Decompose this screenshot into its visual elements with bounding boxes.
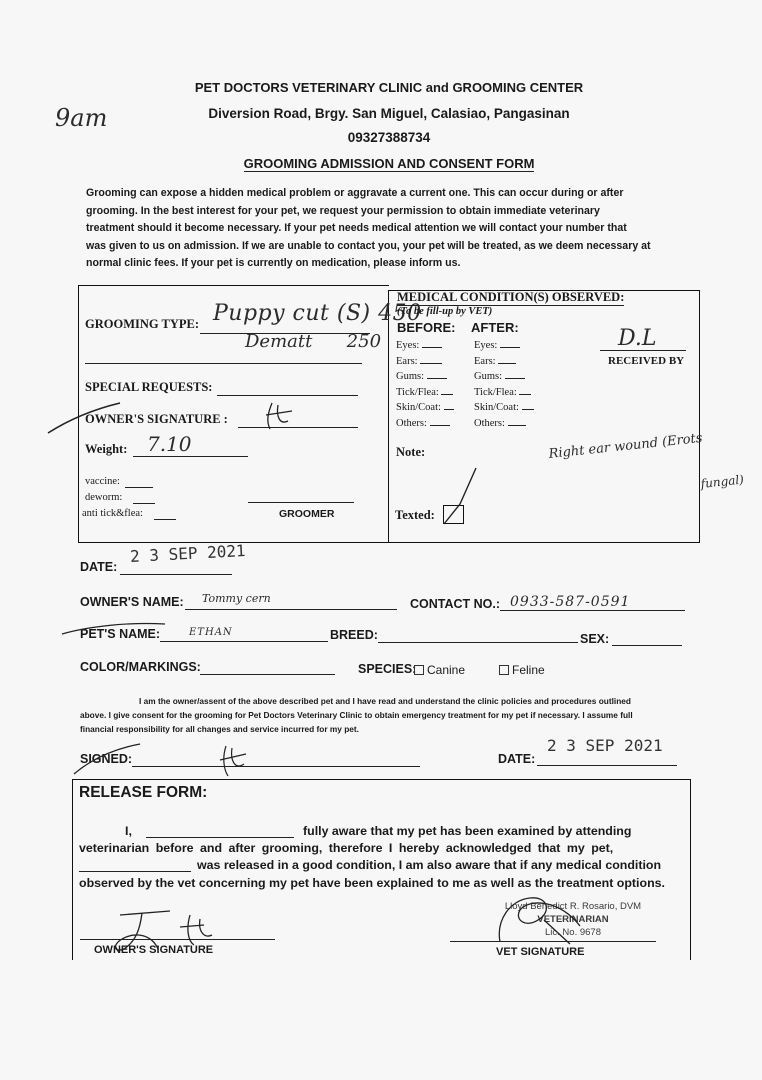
color-markings-label: COLOR/MARKINGS: xyxy=(80,660,201,674)
vet-signature-label: VET SIGNATURE xyxy=(496,946,585,958)
grooming-type-value-2: Dematt 250 xyxy=(245,331,382,352)
color-markings-line[interactable] xyxy=(200,674,335,675)
consent-date-line[interactable] xyxy=(537,765,677,766)
date-label: DATE: xyxy=(80,560,118,574)
special-requests-label: SPECIAL REQUESTS: xyxy=(85,380,213,394)
canine-label: Canine xyxy=(427,663,466,677)
received-by-line[interactable] xyxy=(600,350,686,351)
intro-line: Grooming can expose a hidden medical problem or aggravate a current one. This can occur during or after xyxy=(86,187,624,199)
release-owner-signature-label: OWNER'S SIGNATURE xyxy=(94,944,214,956)
date-stamp: 2 3 SEP 2021 xyxy=(129,540,247,567)
grooming-type-value-1: Puppy cut (S) 450 xyxy=(213,301,422,326)
deworm-line[interactable] xyxy=(133,503,155,504)
after-item-ears: Ears: xyxy=(474,354,534,370)
before-item-gums: Gums: xyxy=(396,369,454,385)
intro-paragraph xyxy=(86,185,696,273)
sex-line[interactable] xyxy=(612,645,682,646)
note-value-1: Right ear wound (Erots xyxy=(548,430,704,462)
intro-line: normal clinic fees. If your pet is currently on medication, please inform us. xyxy=(86,257,461,270)
after-items xyxy=(474,338,534,431)
after-label: AFTER: xyxy=(471,320,519,335)
intro-line: treatment should it become necessary. If your pet needs medical attention we will contact your number that xyxy=(86,222,627,235)
weight-line[interactable] xyxy=(133,456,248,457)
pet-name-label: PET'S NAME: xyxy=(80,627,161,641)
release-line-2: veterinarian before and after grooming, therefore I hereby acknowledged that my pet, xyxy=(79,841,614,855)
vet-signature-line[interactable] xyxy=(450,941,656,942)
grooming-type-line-2[interactable] xyxy=(85,363,362,364)
anti-tick-line[interactable] xyxy=(154,519,176,520)
intro-line: was given to us on admission. If we are unable to contact you, your pet will be treated, as we deem necessary at xyxy=(86,239,651,252)
weight-value: 7.10 xyxy=(147,432,192,456)
weight-label: Weight: xyxy=(85,442,128,456)
contact-label: CONTACT NO.: xyxy=(410,597,501,611)
after-item-tick: Tick/Flea: xyxy=(474,385,534,401)
release-name-line[interactable] xyxy=(146,837,294,838)
after-item-skin: Skin/Coat: xyxy=(474,400,534,416)
texted-check-mark xyxy=(440,464,480,528)
vaccine-line[interactable] xyxy=(125,487,153,488)
consent-date-label: DATE: xyxy=(498,752,536,766)
feline-checkbox[interactable] xyxy=(499,665,509,675)
note-label: Note: xyxy=(396,445,426,459)
owner-signature-label: OWNER'S SIGNATURE : xyxy=(85,412,228,426)
signed-mark xyxy=(68,740,268,780)
contact-line[interactable] xyxy=(500,610,685,611)
pet-name-value: ETHAN xyxy=(189,627,233,638)
date-line[interactable] xyxy=(120,574,232,575)
sex-label: SEX: xyxy=(580,632,610,646)
species-feline-option[interactable] xyxy=(499,663,545,677)
vet-stamp-lic: Lic. No. 9678 xyxy=(545,927,601,938)
before-item-others: Others: xyxy=(396,416,454,432)
pet-name-mark xyxy=(60,618,170,638)
consent-paragraph xyxy=(80,694,690,736)
release-title: RELEASE FORM: xyxy=(79,784,208,801)
before-item-eyes: Eyes: xyxy=(396,338,454,354)
received-by-label: RECEIVED BY xyxy=(608,355,685,367)
after-item-eyes: Eyes: xyxy=(474,338,534,354)
species-canine-option[interactable] xyxy=(414,663,465,677)
before-item-skin: Skin/Coat: xyxy=(396,400,454,416)
grooming-type-label: GROOMING TYPE: xyxy=(85,317,200,331)
contact-value: 0933-587-0591 xyxy=(510,594,631,610)
consent-date-stamp: 2 3 SEP 2021 xyxy=(547,736,663,755)
vaccine-label: vaccine: xyxy=(85,476,120,487)
clinic-name: PET DOCTORS VETERINARY CLINIC and GROOMING CENTER xyxy=(194,80,584,95)
vet-stamp-title: VETERINARIAN xyxy=(537,914,609,925)
form-title-text: GROOMING ADMISSION AND CONSENT FORM xyxy=(243,156,535,171)
pet-name-line[interactable] xyxy=(160,641,328,642)
after-item-others: Others: xyxy=(474,416,534,432)
release-line-4: observed by the vet concerning my pet have been explained to me as well as the treatment options. xyxy=(79,876,665,890)
release-pet-line[interactable] xyxy=(79,871,191,872)
release-owner-signature-line[interactable] xyxy=(80,939,275,940)
breed-line[interactable] xyxy=(378,642,578,643)
consent-line: financial responsibility for all changes and service incurred for my pet. xyxy=(80,724,359,734)
after-item-gums: Gums: xyxy=(474,369,534,385)
note-value-2: fungal) xyxy=(700,472,745,491)
owner-name-line[interactable] xyxy=(185,609,397,610)
owner-name-value: Tommy cern xyxy=(202,592,271,605)
medical-title xyxy=(397,290,624,306)
deworm-label: deworm: xyxy=(85,492,123,503)
anti-tick-label: anti tick&flea: xyxy=(82,508,143,519)
signed-label: SIGNED: xyxy=(80,752,133,766)
groomer-line[interactable] xyxy=(248,502,354,503)
before-label: BEFORE: xyxy=(397,320,456,335)
breed-label: BREED: xyxy=(330,628,378,642)
intro-line: grooming. In the best interest for your pet, we request your permission to obtain immediate veterinary xyxy=(86,204,600,217)
before-item-ears: Ears: xyxy=(396,354,454,370)
vet-stamp-name: Lloyd Benedict R. Rosario, DVM xyxy=(504,901,642,912)
medical-subtitle: (To be fill-up by VET) xyxy=(397,306,493,317)
consent-line: I am the owner/assent of the above described pet and I have read and understand the clinic policies and procedures outlined xyxy=(139,696,631,706)
form-title xyxy=(8,156,762,172)
release-i-label: I, xyxy=(125,824,132,838)
canine-checkbox[interactable] xyxy=(414,665,424,675)
clinic-address: Diversion Road, Brgy. San Miguel, Calasiao, Pangasinan xyxy=(208,106,570,121)
groomer-label: GROOMER xyxy=(279,508,335,520)
signed-line[interactable] xyxy=(132,766,420,767)
before-items xyxy=(396,338,454,431)
release-line-3-text: was released in a good condition, I am also aware that if any medical condition xyxy=(197,858,662,872)
clinic-phone: 09327388734 xyxy=(347,130,431,145)
release-line-1-text: fully aware that my pet has been examined by attending xyxy=(303,824,632,838)
consent-line: above. I give consent for the grooming for Pet Doctors Veterinary Clinic to obtain emergency treatment for my pet if necessary. I assume full xyxy=(80,710,633,720)
handwritten-time: 9am xyxy=(55,104,108,132)
species-label: SPECIES: xyxy=(358,662,417,676)
before-item-tick: Tick/Flea: xyxy=(396,385,454,401)
medical-title-text: MEDICAL CONDITION(S) OBSERVED: xyxy=(397,290,625,304)
owner-name-label: OWNER'S NAME: xyxy=(80,595,184,609)
texted-label: Texted: xyxy=(395,508,435,522)
feline-label: Feline xyxy=(512,663,545,677)
received-by-value: D.L xyxy=(618,326,657,351)
